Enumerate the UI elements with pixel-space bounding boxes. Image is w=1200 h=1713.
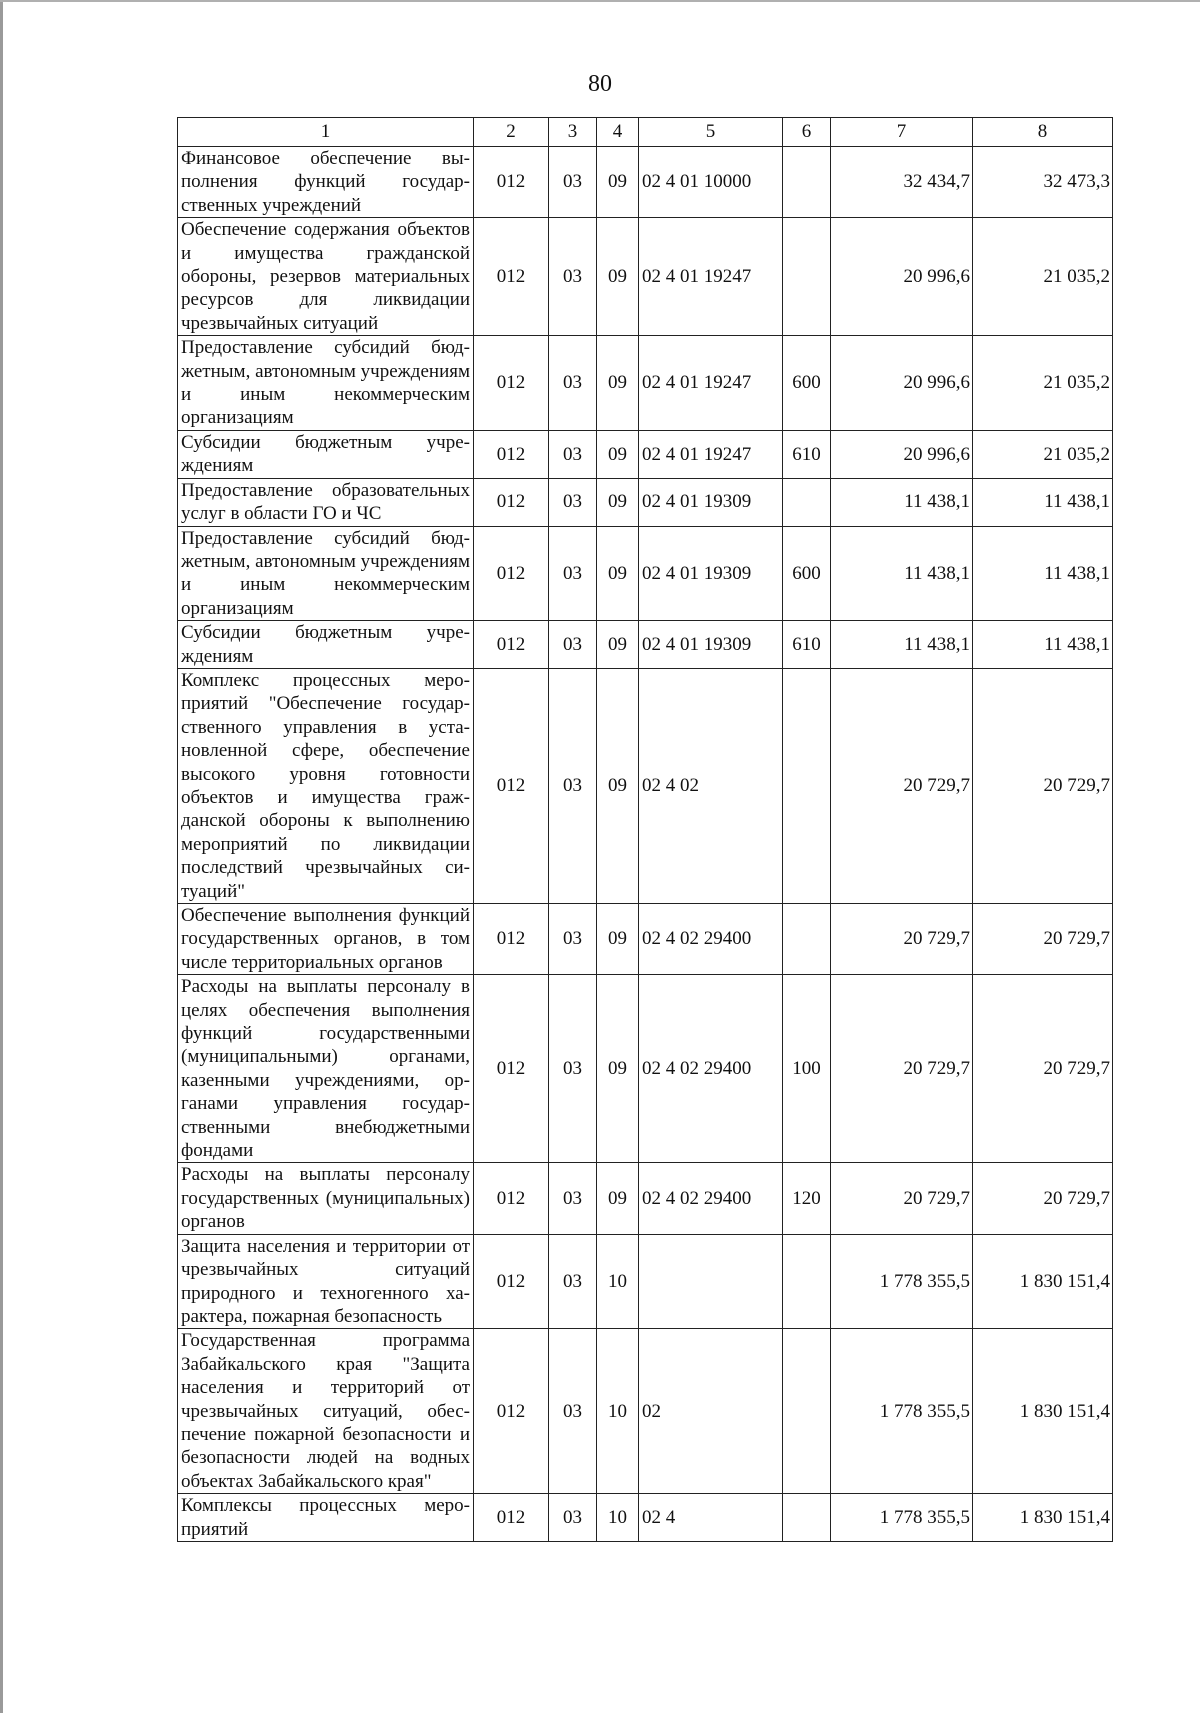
row-description: Государственная программа Забайкальского края "Защита населения и территорий от чрезвычайных ситуаций, обеспечение пожарной безопасности и безопасности людей на водных объектах Забайкальского края" [178,1329,474,1494]
cell-ministry-code: 012 [474,478,549,526]
cell-section-code: 03 [549,621,597,669]
table-row [178,1329,1113,1494]
cell-subsection-code: 09 [597,336,639,431]
cell-ministry-code: 012 [474,218,549,336]
cell-subsection-code: 09 [597,668,639,903]
cell-expense-type [783,478,831,526]
cell-amount-col7: 11 438,1 [831,478,973,526]
cell-ministry-code: 012 [474,430,549,478]
cell-target-article: 02 4 02 29400 [639,904,783,975]
cell-section-code: 03 [549,147,597,218]
cell-ministry-code: 012 [474,336,549,431]
cell-amount-col8: 20 729,7 [973,975,1113,1163]
cell-subsection-code: 09 [597,526,639,621]
cell-amount-col8: 21 035,2 [973,430,1113,478]
column-header-1: 1 [178,118,474,147]
cell-subsection-code: 09 [597,904,639,975]
cell-amount-col7: 20 996,6 [831,336,973,431]
cell-amount-col8: 11 438,1 [973,478,1113,526]
cell-subsection-code: 10 [597,1494,639,1542]
row-description: Субсидии бюджетным учреждениям [178,621,474,669]
cell-subsection-code: 09 [597,147,639,218]
row-description: Обеспечение содержания объектов и имущества гражданской обороны, резервов материальных ресурсов для ликвидации чрезвычайных ситуаций [178,218,474,336]
cell-amount-col7: 20 729,7 [831,668,973,903]
header-row [178,118,1113,147]
cell-section-code: 03 [549,904,597,975]
cell-expense-type: 100 [783,975,831,1163]
cell-amount-col7: 1 778 355,5 [831,1329,973,1494]
cell-expense-type [783,147,831,218]
cell-section-code: 03 [549,1329,597,1494]
cell-ministry-code: 012 [474,904,549,975]
cell-expense-type [783,1329,831,1494]
cell-ministry-code: 012 [474,621,549,669]
row-description: Предоставление субсидий бюджетным, автономным учреждениям и иным некоммерческим организациям [178,526,474,621]
cell-amount-col8: 21 035,2 [973,218,1113,336]
cell-ministry-code: 012 [474,1234,549,1329]
cell-target-article: 02 4 01 19309 [639,526,783,621]
row-description: Комплексы процессных мероприятий [178,1494,474,1542]
row-description: Комплекс процессных мероприятий "Обеспечение государственного управления в установленной сфере, обеспечение высокого уровня готовности объектов и имущества гражданской обороны к выполнению мероприятий по ликвидации последствий чрезвычайных ситуаций" [178,668,474,903]
cell-section-code: 03 [549,218,597,336]
cell-ministry-code: 012 [474,147,549,218]
cell-target-article: 02 4 01 19247 [639,430,783,478]
table-row [178,1494,1113,1542]
table-row [178,1163,1113,1234]
cell-section-code: 03 [549,430,597,478]
cell-amount-col7: 11 438,1 [831,526,973,621]
cell-expense-type: 120 [783,1163,831,1234]
table-row [178,1234,1113,1329]
cell-amount-col8: 1 830 151,4 [973,1234,1113,1329]
cell-amount-col7: 20 996,6 [831,430,973,478]
cell-subsection-code: 09 [597,621,639,669]
cell-expense-type [783,1494,831,1542]
cell-section-code: 03 [549,1234,597,1329]
cell-amount-col8: 21 035,2 [973,336,1113,431]
cell-amount-col7: 20 729,7 [831,904,973,975]
column-header-2: 2 [474,118,549,147]
cell-amount-col7: 11 438,1 [831,621,973,669]
cell-expense-type [783,218,831,336]
row-description: Обеспечение выполнения функций государственных органов, в том числе территориальных органов [178,904,474,975]
cell-ministry-code: 012 [474,1329,549,1494]
cell-subsection-code: 09 [597,218,639,336]
cell-expense-type [783,668,831,903]
cell-target-article: 02 4 01 19309 [639,478,783,526]
row-description: Финансовое обеспечение выполнения функций государственных учреждений [178,147,474,218]
cell-section-code: 03 [549,336,597,431]
budget-table [177,117,1113,1542]
row-description: Защита населения и территории от чрезвычайных ситуаций природного и техногенного характера, пожарная безопасность [178,1234,474,1329]
cell-ministry-code: 012 [474,526,549,621]
row-description: Предоставление субсидий бюджетным, автономным учреждениям и иным некоммерческим организациям [178,336,474,431]
cell-target-article: 02 [639,1329,783,1494]
cell-amount-col8: 20 729,7 [973,1163,1113,1234]
column-header-4: 4 [597,118,639,147]
cell-target-article [639,1234,783,1329]
cell-subsection-code: 10 [597,1234,639,1329]
cell-amount-col7: 32 434,7 [831,147,973,218]
cell-amount-col7: 1 778 355,5 [831,1494,973,1542]
cell-amount-col7: 20 729,7 [831,1163,973,1234]
row-description: Расходы на выплаты персоналу государственных (муниципальных) органов [178,1163,474,1234]
row-description: Субсидии бюджетным учреждениям [178,430,474,478]
cell-amount-col8: 11 438,1 [973,526,1113,621]
cell-subsection-code: 09 [597,478,639,526]
row-description: Расходы на выплаты персоналу в целях обеспечения выполнения функций государственными (муниципальными) органами, казенными учреждениями, органами управления государственными внебюджетными фондами [178,975,474,1163]
cell-section-code: 03 [549,1163,597,1234]
cell-amount-col8: 20 729,7 [973,668,1113,903]
cell-target-article: 02 4 02 [639,668,783,903]
cell-subsection-code: 09 [597,430,639,478]
column-header-8: 8 [973,118,1113,147]
column-header-5: 5 [639,118,783,147]
cell-amount-col8: 1 830 151,4 [973,1329,1113,1494]
cell-expense-type [783,1234,831,1329]
cell-subsection-code: 10 [597,1329,639,1494]
column-header-3: 3 [549,118,597,147]
cell-amount-col7: 1 778 355,5 [831,1234,973,1329]
cell-section-code: 03 [549,668,597,903]
cell-amount-col8: 1 830 151,4 [973,1494,1113,1542]
cell-expense-type: 610 [783,621,831,669]
cell-target-article: 02 4 01 10000 [639,147,783,218]
cell-expense-type: 600 [783,336,831,431]
cell-ministry-code: 012 [474,1163,549,1234]
table-body [178,147,1113,1542]
table-row [178,526,1113,621]
page-number: 80 [588,71,612,97]
cell-subsection-code: 09 [597,1163,639,1234]
cell-expense-type: 610 [783,430,831,478]
table-row [178,975,1113,1163]
cell-target-article: 02 4 02 29400 [639,975,783,1163]
cell-subsection-code: 09 [597,975,639,1163]
cell-amount-col8: 32 473,3 [973,147,1113,218]
table-row [178,621,1113,669]
scan-top-edge [0,0,1200,2]
table-row [178,218,1113,336]
table-row [178,904,1113,975]
table-row [178,430,1113,478]
cell-target-article: 02 4 01 19247 [639,336,783,431]
cell-target-article: 02 4 02 29400 [639,1163,783,1234]
table-row [178,147,1113,218]
cell-section-code: 03 [549,526,597,621]
row-description: Предоставление образовательных услуг в области ГО и ЧС [178,478,474,526]
cell-amount-col7: 20 729,7 [831,975,973,1163]
column-header-6: 6 [783,118,831,147]
cell-expense-type [783,904,831,975]
cell-section-code: 03 [549,1494,597,1542]
cell-target-article: 02 4 01 19247 [639,218,783,336]
column-header-7: 7 [831,118,973,147]
table-row [178,478,1113,526]
cell-ministry-code: 012 [474,975,549,1163]
cell-section-code: 03 [549,975,597,1163]
cell-amount-col8: 11 438,1 [973,621,1113,669]
cell-amount-col8: 20 729,7 [973,904,1113,975]
cell-target-article: 02 4 01 19309 [639,621,783,669]
table-row [178,336,1113,431]
cell-target-article: 02 4 [639,1494,783,1542]
table-row [178,668,1113,903]
cell-ministry-code: 012 [474,668,549,903]
scan-left-edge [0,0,3,1713]
cell-ministry-code: 012 [474,1494,549,1542]
cell-amount-col7: 20 996,6 [831,218,973,336]
cell-expense-type: 600 [783,526,831,621]
cell-section-code: 03 [549,478,597,526]
